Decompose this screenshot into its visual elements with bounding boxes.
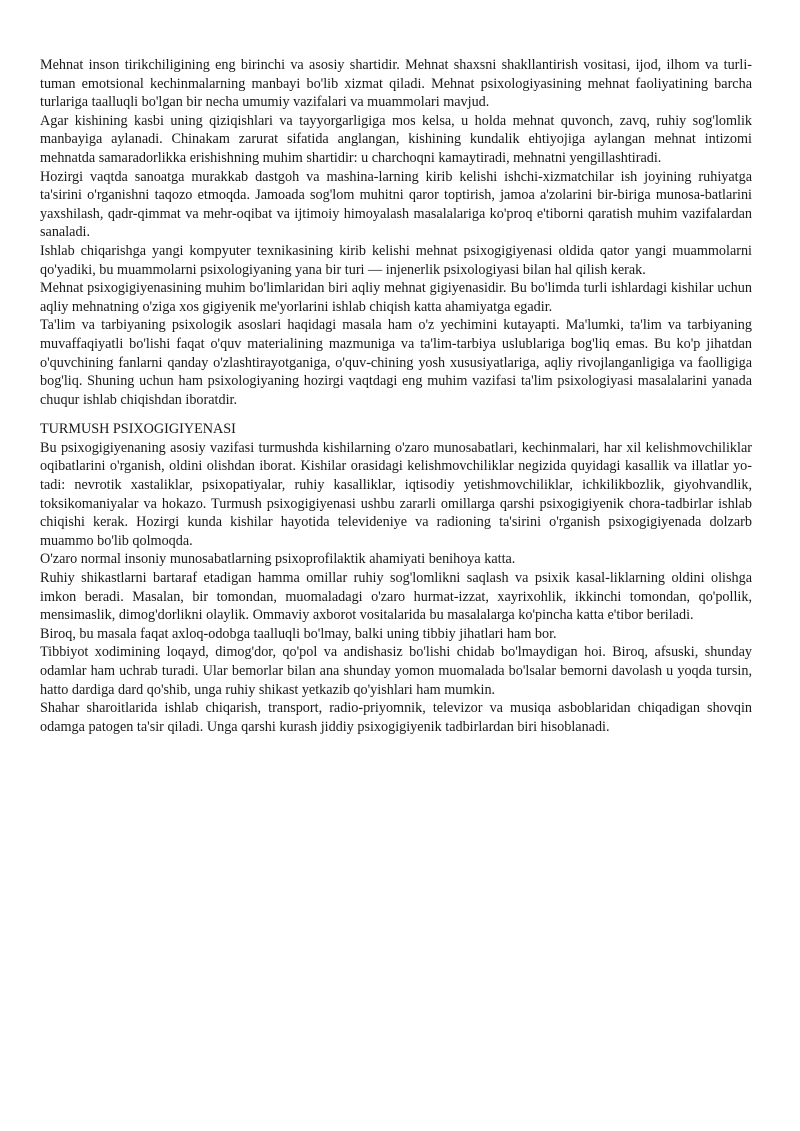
paragraph: Agar kishining kasbi uning qiziqishlari va tayyorgarligiga mos kelsa, u holda mehnat quvonch, zavq, ruhiy sog'lomlik manbayiga aylanadi. Chinakam zarurat sifatida anglangan, kishining kundalik ehtiyojiga aylangan mehnat intizomi mehnatda samaradorlikka erishishning muhim shartidir: u charchoqni kamaytiradi, mehnatni yengillashtiradi. bbox=[40, 112, 752, 166]
paragraph: Mehnat psixogigiyenasining muhim bo'limlaridan biri aqliy mehnat gigiyenasidir. Bu bo'limda turli ishlardagi kishilar uchun aqliy mehnatning o'ziga xos gigiyenik me'yorlarini ishlab chiqish katta ahamiyatga egadir. bbox=[40, 280, 752, 315]
paragraph: Tibbiyot xodimining loqayd, dimog'dor, qo'pol va andishasiz bo'lishi chidab bo'lmaydigan hoi. Biroq, afsuski, shunday odamlar ham uchrab turadi. Ular bemorlar bilan ana shunday yomon muomalada bo'lsalar bemorni davolash u yoqda tursin, hatto dardiga dard qo'shib, unga ruhiy shikast yetkazib qo'yishlari ham mumkin. bbox=[40, 644, 752, 698]
paragraph: Ishlab chiqarishga yangi kompyuter texnikasining kirib kelishi mehnat psixogigiyenasi oldida qator yangi muammolarni qo'yadiki, bu muammolarni psixologiyaning yana bir turi — injenerlik psixologiyasi bilan hal qilish kerak. bbox=[40, 242, 752, 278]
paragraph: Hozirgi vaqtda sanoatga murakkab dastgoh va mashina-larning kirib kelishi ishchi-xizmatchilar ish joyining ruhiyatga ta'sirini o'rganishni taqozo etmoqda. Jamoada sog'lom muhitni qaror toptirish, jamoa a'zolarini bir-biriga munosa-batlarini yaxshilash, qadr-qimmat va mehr-oqibat va ijtimoiy himoyalash masalalariga ko'proq e'tiborni qaratish muhim vazifalardan sanaladi. bbox=[40, 168, 752, 241]
section-heading: TURMUSH PSIXOGIGIYENASI bbox=[40, 421, 236, 438]
paragraph: Mehnat inson tirikchiligining eng birinchi va asosiy shartidir. Mehnat shaxsni shakllantirish vositasi, ijod, ilhom va turli-tuman emotsional kechinmalarning manbayi bo'lib xizmat qiladi. Mehnat psixologiyasining mehnat faoliyatining barcha turlariga taalluqli bo'lgan bir necha umumiy vazifalari va muammolari mavjud. bbox=[40, 57, 752, 111]
document-page bbox=[40, 56, 752, 736]
paragraph: Biroq, bu masala faqat axloq-odobga taalluqli bo'lmay, balki uning tibbiy jihatlari ham bor. bbox=[40, 625, 557, 642]
paragraph: O'zaro normal insoniy munosabatlarning psixoprofilaktik ahamiyati benihoya katta. bbox=[40, 551, 516, 568]
paragraph: Ruhiy shikastlarni bartaraf etadigan hamma omillar ruhiy sog'lomlikni saqlash va psixik kasal-liklarning oldini olishga imkon beradi. Masalan, bir tomondan, muomaladagi o'zaro hurmat-izzat, xayrixohlik, ikkinchi tomondan, qo'pollik, mensimaslik, dimog'dorlikni olaylik. Ommaviy axborot vositalarida bu masalalarga ko'pincha katta e'tibor beriladi. bbox=[40, 570, 752, 624]
paragraph: Bu psixogigiyenaning asosiy vazifasi turmushda kishilarning o'zaro munosabatlari, kechinmalari, har xil kelishmovchiliklar oqibatlarini o'rganish, oldini olishdan iborat. Kishilar orasidagi kelishmovchiliklar negizida quyidagi kasallik va illatlar yo-tadi: nevrotik xastaliklar, psixopatiyalar, ruhiy kasalliklar, iqtisodiy yetishmovchiliklar, ichkilikbozlik, giyohvandlik, toksikomaniyalar va hokazo. Turmush psixogigiyenasi ushbu zararli omillarga qarshi psixogigiyenik chora-tadbirlar ishlab chiqishi kerak. Hozirgi kunda kishilar hayotida televideniye va radioning ta'sirini o'rganish psixogigiyenada dolzarb muammo bo'lib qolmoqda. bbox=[40, 439, 752, 549]
paragraph: Ta'lim va tarbiyaning psixologik asoslari haqidagi masala ham o'z yechimini kutayapti. Ma'lumki, ta'lim va tarbiyaning muvaffaqiyatli bo'lishi faqat o'quv materialining mazmuniga va ta'lim-tarbiya uslublariga bog'liq emas. Bu ko'p jihatdan o'quvchining fanlarni qanday o'zlashtirayotganiga, o'quv-chining yosh xususiyatlariga, aqliy rivojlanganligiga va faolligiga bog'liq. Shuning uchun ham psixologiyaning hozirgi vaqtdagi eng muhim vazifasi ta'lim psixologiyasi masalalarini yanada chuqur ishlab chiqishdan iboratdir. bbox=[40, 317, 752, 408]
paragraph: Shahar sharoitlarida ishlab chiqarish, transport, radio-priyomnik, televizor va musiqa asboblaridan chiqadigan shovqin odamga patogen ta'sir qiladi. Unga qarshi kurash jiddiy psixogigiyenik tadbirlardan biri hisoblanadi. bbox=[40, 700, 752, 735]
